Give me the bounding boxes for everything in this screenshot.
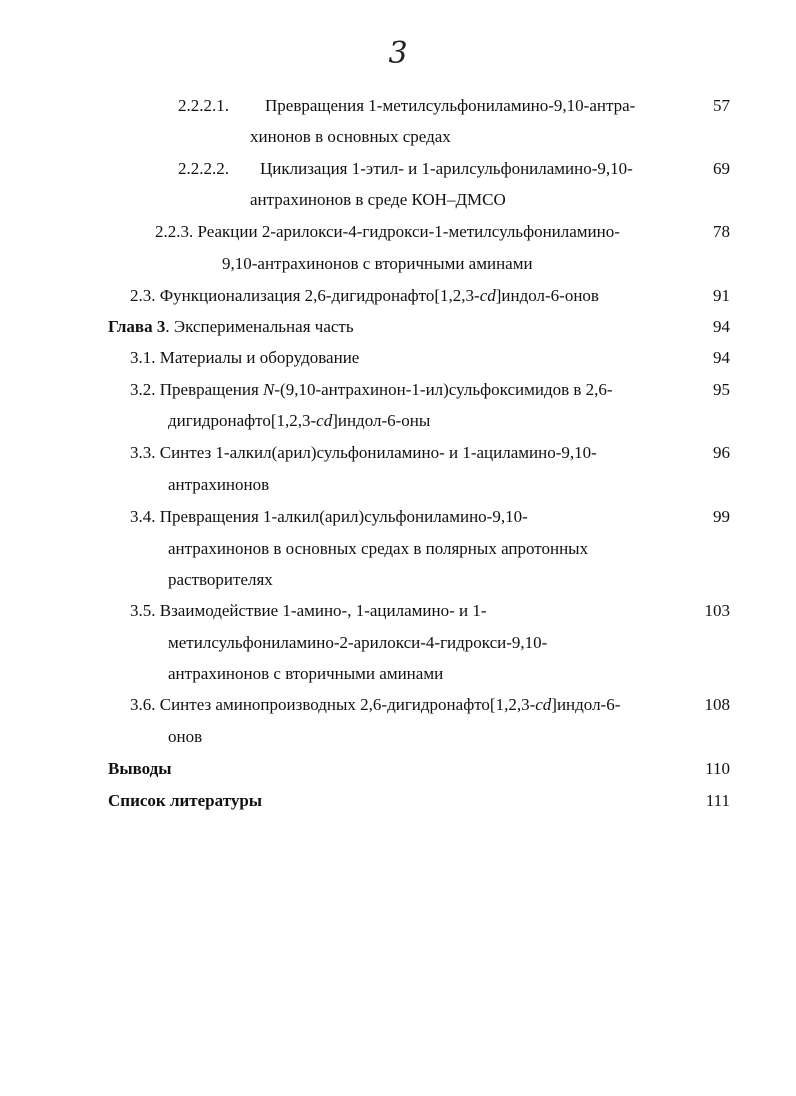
- toc-entry-title: 2.3. Функционализация 2,6-дигидронафто[1,2,3-cd]индол-6-онов: [130, 286, 599, 305]
- toc-entry-title-continued: хинонов в основных средах: [250, 127, 451, 146]
- toc-entry-title: Циклизация 1-этил- и 1-арилсульфониламино-9,10-: [260, 159, 633, 178]
- toc-entry-title-continued: метилсульфониламино-2-арилокси-4-гидрокси-9,10-: [168, 633, 548, 652]
- toc-entry-page: 91: [713, 286, 730, 305]
- toc-entry-title: 3.3. Синтез 1-алкил(арил)сульфониламино- и 1-ациламино-9,10-: [130, 443, 597, 462]
- toc-entry-title-continued: растворителях: [168, 570, 273, 589]
- toc-entry-title-continued: дигидронафто[1,2,3-cd]индол-6-оны: [168, 411, 431, 430]
- toc-entry-page: 103: [704, 601, 730, 620]
- toc-entry-title: 3.1. Материалы и оборудование: [130, 348, 360, 367]
- toc-entry-page: 69: [713, 159, 730, 178]
- toc-entry-title-continued: антрахинонов: [168, 475, 270, 494]
- toc-entry-page: 57: [713, 96, 730, 115]
- toc-entry-page: 99: [713, 507, 730, 526]
- conclusions-heading: Выводы: [108, 759, 172, 778]
- toc-entry-title: 3.6. Синтез аминопроизводных 2,6-дигидронафто[1,2,3-cd]индол-6-: [130, 695, 621, 714]
- toc-entry-page: 94: [713, 317, 730, 336]
- toc-entry-title: 3.5. Взаимодействие 1-амино-, 1-ациламино- и 1-: [130, 601, 487, 620]
- toc-entry-title-continued: онов: [168, 727, 203, 746]
- toc-entry-page: 95: [713, 380, 730, 399]
- toc-entry-number: 2.2.2.2.: [178, 159, 229, 178]
- toc-entry-page: 110: [705, 759, 730, 778]
- page-number: 3: [388, 36, 408, 71]
- toc-entry-title: 3.2. Превращения N-(9,10-антрахинон-1-ил)сульфоксимидов в 2,6-: [130, 380, 613, 399]
- toc-entry-title-continued: 9,10-антрахинонов с вторичными аминами: [222, 254, 533, 273]
- toc-entry-page: 94: [713, 348, 730, 367]
- chapter-heading: Глава 3. Эксперименальная часть: [108, 317, 354, 336]
- toc-entry-title-continued: антрахинонов в основных средах в полярных апротонных: [168, 539, 589, 558]
- toc-entry-page: 111: [705, 791, 730, 810]
- toc-entry-title: 2.2.3. Реакции 2-арилокси-4-гидрокси-1-метилсульфониламино-: [155, 222, 620, 241]
- references-heading: Список литературы: [108, 791, 263, 810]
- toc-entry-title-continued: антрахинонов в среде КОН–ДМСО: [250, 190, 506, 209]
- toc-entry-title: Превращения 1-метилсульфониламино-9,10-антра-: [265, 96, 636, 115]
- toc-entry-page: 108: [704, 695, 730, 714]
- toc-entry-page: 96: [713, 443, 730, 462]
- toc-entry-number: 2.2.2.1.: [178, 96, 229, 115]
- toc-entry-page: 78: [713, 222, 730, 241]
- toc-entry-title: 3.4. Превращения 1-алкил(арил)сульфониламино-9,10-: [130, 507, 528, 526]
- toc-entry-title-continued: антрахинонов с вторичными аминами: [168, 664, 444, 683]
